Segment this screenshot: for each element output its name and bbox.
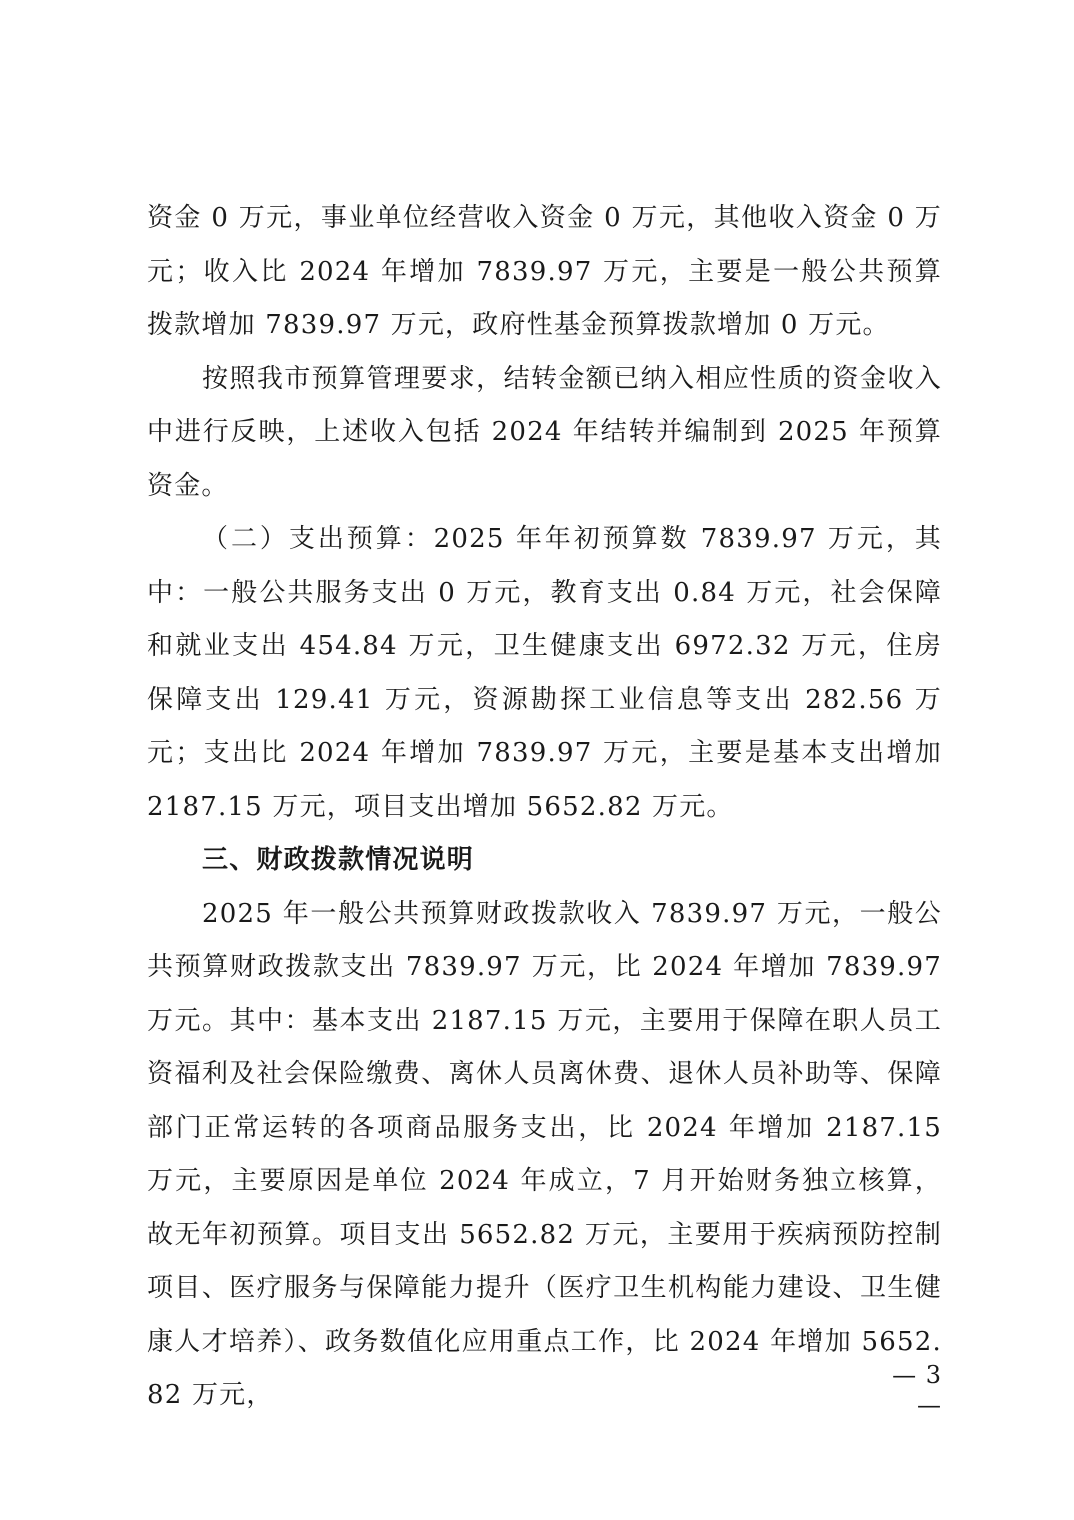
- paragraph-carryover-note: 按照我市预算管理要求，结转金额已纳入相应性质的资金收入中进行反映，上述收入包括 2024 年结转并编制到 2025 年预算资金。: [147, 363, 942, 501]
- section-heading-fiscal-appropriation: 三、财政拨款情况说明: [202, 845, 475, 875]
- paragraph-income-sources: 资金 0 万元，事业单位经营收入资金 0 万元，其他收入资金 0 万元；收入比 2024 年增加 7839.97 万元，主要是一般公共预算拨款增加 7839.97 万元，政府性基金预算拨款增加 0 万元。: [147, 203, 942, 340]
- paragraph-expenditure-budget: （二）支出预算：2025 年年初预算数 7839.97 万元，其中：一般公共服务支出 0 万元，教育支出 0.84 万元，社会保障和就业支出 454.84 万元，卫生健康支出 6972.32 万元，住房保障支出 129.41 万元，资源勘探工业信息等支出 282.56 万元；支出比 2024 年增加 7839.97 万元，主要是基本支出增加 2187.15 万元，项目支出增加 5652.82 万元。: [147, 524, 942, 822]
- document-body: [147, 192, 942, 1423]
- page-number: — 3 —: [892, 1361, 942, 1419]
- paragraph-fiscal-appropriation-details: 2025 年一般公共预算财政拨款收入 7839.97 万元，一般公共预算财政拨款支出 7839.97 万元，比 2024 年增加 7839.97 万元。其中：基本支出 2187.15 万元，主要用于保障在职人员工资福利及社会保险缴费、离休人员离休费、退休人员补助等、保障部门正常运转的各项商品服务支出，比 2024 年增加 2187.15 万元，主要原因是单位 2024 年成立，7 月开始财务独立核算，故无年初预算。项目支出 5652.82 万元，主要用于疾病预防控制项目、医疗服务与保障能力提升（医疗卫生机构能力建设、卫生健康人才培养）、政务数值化应用重点工作，比 2024 年增加 5652.82 万元，: [147, 898, 942, 1410]
